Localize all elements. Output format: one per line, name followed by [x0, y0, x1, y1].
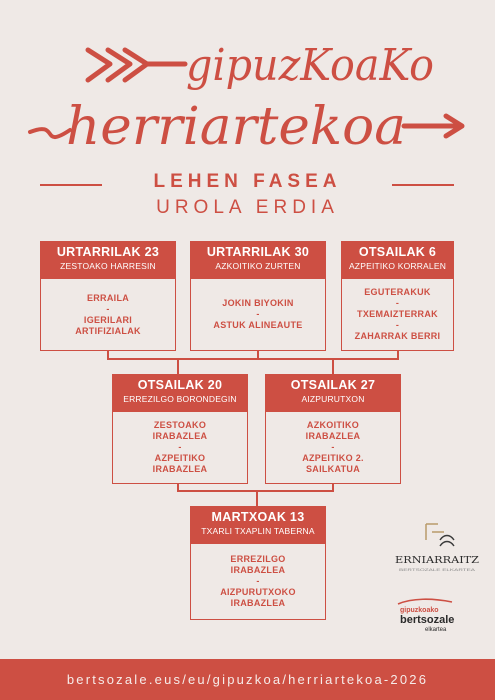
match-venue: AIZPURUTXON — [301, 394, 365, 404]
team-text: EGUTERAKUK — [364, 287, 431, 297]
match-teams — [265, 412, 401, 484]
team-text: IGERILARI — [83, 314, 133, 325]
logo-underline — [30, 129, 70, 137]
match-date: OTSAILAK 20 — [137, 378, 223, 392]
team-text: IRABAZLEA — [230, 565, 286, 575]
match-header — [190, 241, 326, 279]
footer-url[interactable]: bertsozale.eus/eu/gipuzkoa/herriartekoa-2026 — [0, 659, 495, 700]
match-card-round1-2 — [190, 241, 326, 351]
erniarraitz-tagline: BERTSOZALE ELKARTEA — [399, 567, 476, 572]
match-teams — [112, 412, 248, 484]
match-header — [341, 241, 454, 279]
team-separator: - — [256, 309, 260, 319]
team-text: ERRAILA — [86, 292, 130, 303]
erniarraitz-mark-icon — [440, 536, 454, 547]
team-text: AZKOITIKO — [306, 420, 360, 430]
match-teams — [190, 544, 326, 620]
match-card-round1-1 — [40, 241, 176, 351]
match-card-round1-3 — [341, 241, 454, 351]
match-card-round2-1 — [112, 374, 248, 484]
team-text: ZAHARRAK BERRI — [354, 331, 441, 341]
team-text: SAILKATUA — [305, 464, 361, 474]
match-header — [190, 506, 326, 544]
match-venue: TXARLI TXAPLIN TABERNA — [201, 526, 315, 536]
match-date: OTSAILAK 27 — [290, 378, 376, 392]
team-text: IRABAZLEA — [305, 431, 361, 441]
region-title: UROLA ERDIA — [156, 197, 339, 218]
team-separator: - — [331, 442, 335, 452]
team-separator: - — [256, 576, 260, 586]
match-date: OTSAILAK 6 — [358, 245, 437, 259]
team-separator: - — [106, 303, 110, 314]
bracket-connector — [332, 359, 334, 374]
match-card-final — [190, 506, 326, 620]
erniarraitz-name: ERNIARRAITZ — [395, 555, 480, 566]
bracket-connector — [107, 358, 399, 360]
team-separator: - — [395, 320, 400, 330]
team-separator: - — [395, 298, 400, 308]
bracket-connector — [256, 491, 258, 506]
logo-arrowhead-icon — [404, 116, 462, 136]
match-venue: AZPEITIKO KORRALEN — [348, 261, 447, 271]
phase-title: LEHEN FASEA — [153, 171, 342, 192]
bertsozale-line-1: gipuzkoako — [400, 607, 439, 614]
bertsozale-line-2: bertsozale — [400, 614, 455, 626]
match-card-round2-2 — [265, 374, 401, 484]
bertsozale-logo — [392, 596, 472, 636]
match-venue: ERREZILGO BORONDEGIN — [123, 394, 237, 404]
match-teams — [341, 279, 454, 351]
logo-line-2: herriartekoa — [66, 97, 406, 157]
match-date: URTARRILAK 30 — [206, 245, 310, 259]
team-separator: - — [178, 442, 182, 452]
match-teams — [40, 279, 176, 351]
event-logo — [0, 0, 495, 170]
match-date: URTARRILAK 23 — [56, 245, 160, 259]
match-venue: ZESTOAKO HARRESIN — [60, 261, 156, 271]
team-text: ARTIFIZIALAK — [75, 325, 141, 336]
team-text: ERREZILGO — [230, 554, 286, 564]
match-header — [40, 241, 176, 279]
logo-line-1: gipuzKoaKo — [186, 40, 434, 91]
match-venue: AZKOITIKO ZURTEN — [215, 261, 301, 271]
team-text: ZESTOAKO — [153, 420, 207, 430]
match-teams — [190, 279, 326, 351]
team-text: IRABAZLEA — [152, 431, 208, 441]
team-text: TXEMAIZTERRAK — [357, 309, 438, 319]
erniarraitz-logo — [392, 516, 482, 576]
team-text: JOKIN BIYOKIN — [222, 298, 294, 308]
arrow-icon — [88, 50, 185, 80]
team-text: IRABAZLEA — [230, 598, 286, 608]
bertsozale-line-3: elkartea — [425, 627, 447, 633]
team-text: AZPEITIKO — [154, 453, 206, 463]
bertsozale-swoosh-icon — [398, 599, 452, 604]
match-header — [112, 374, 248, 412]
bracket-connector — [177, 359, 179, 374]
team-text: IRABAZLEA — [152, 464, 208, 474]
match-header — [265, 374, 401, 412]
team-text: AIZPURUTXOKO — [220, 587, 296, 597]
match-date: MARTXOAK 13 — [211, 510, 305, 524]
team-text: ASTUK ALINEAUTE — [213, 320, 303, 330]
team-text: AZPEITIKO 2. — [302, 453, 364, 463]
